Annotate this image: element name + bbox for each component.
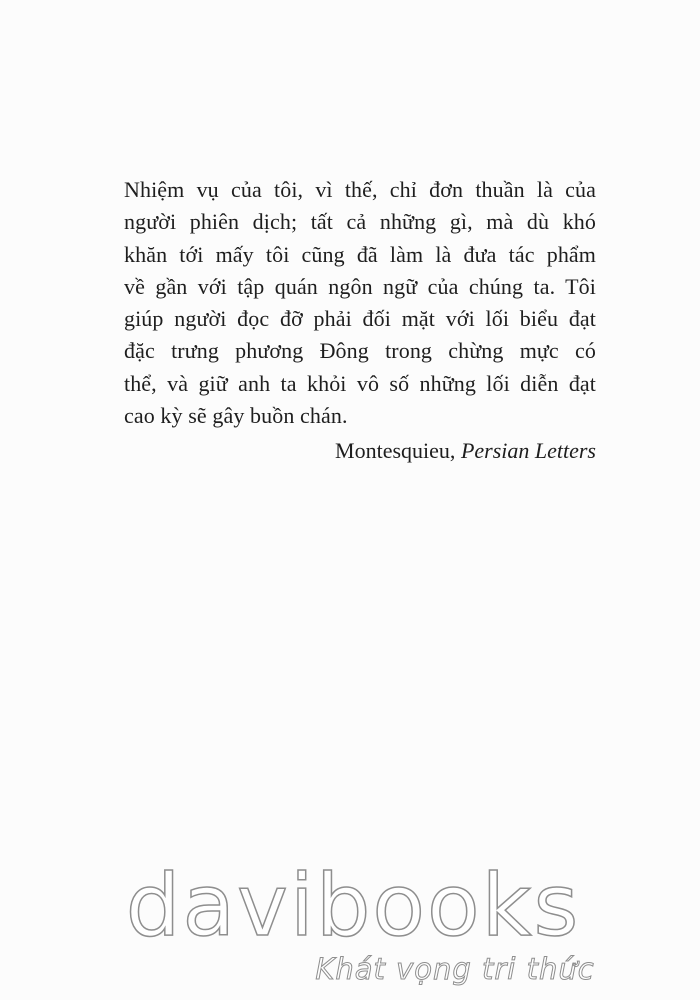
attribution-work: Persian Letters	[460, 438, 596, 464]
watermark-tagline: Khát vọng tri thức	[315, 952, 595, 986]
epigraph-attribution	[124, 435, 596, 467]
epigraph-line: đặc trưng phương Đông trong chừng mực có	[124, 338, 596, 364]
watermark-brand: davibooks	[125, 856, 581, 956]
epigraph-line: Nhiệm vụ của tôi, vì thế, chỉ đơn thuần là của	[124, 177, 596, 202]
epigraph-line: về gần với tập quán ngôn ngữ của chúng ta. Tôi	[124, 273, 596, 299]
epigraph-quote	[124, 174, 596, 467]
attribution-author: Montesquieu,	[335, 438, 456, 464]
epigraph-line: khăn tới mấy tôi cũng đã làm là đưa tác phẩm	[124, 241, 596, 267]
epigraph-line: thể, và giữ anh ta khỏi vô số những lối diễn đạt	[124, 370, 596, 396]
epigraph-line: giúp người đọc đỡ phải đối mặt với lối biểu đạt	[124, 306, 596, 332]
epigraph-line: cao kỳ sẽ gây buồn chán.	[124, 403, 348, 429]
epigraph-line: người phiên dịch; tất cả những gì, mà dù khó	[124, 209, 596, 235]
publisher-watermark	[0, 858, 700, 986]
